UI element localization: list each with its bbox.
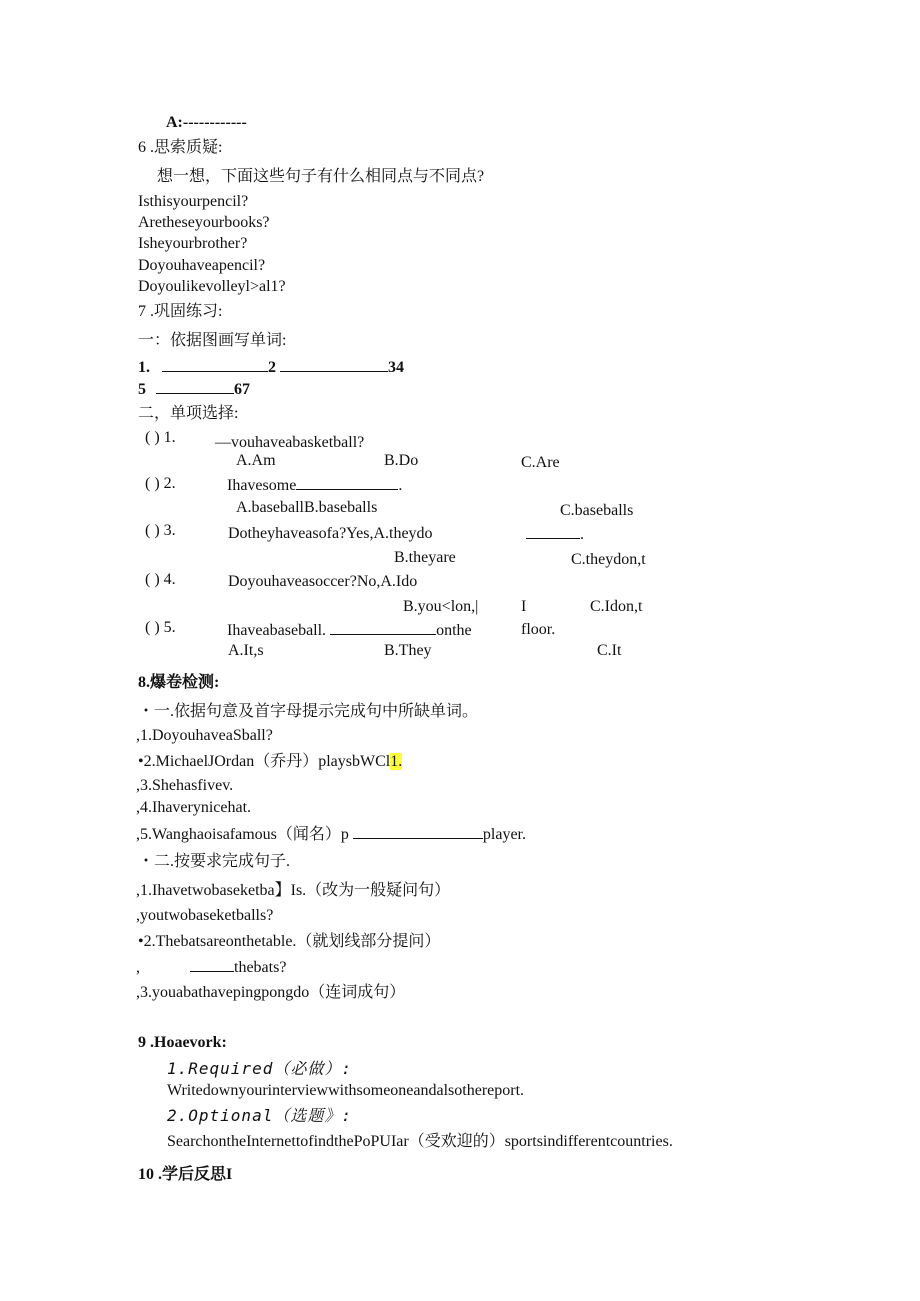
homework-optional-label: 2.Optional（选题》: bbox=[167, 1106, 352, 1125]
rewrite-item-2: •2.Thebatsareonthetable.（就划线部分提问） bbox=[138, 933, 441, 950]
example-sentence-3: Isheyourbrother? bbox=[138, 235, 248, 252]
rewrite-item-2-prefix: , bbox=[136, 959, 140, 976]
section-6-prompt: 想一想，下面这些句子有什么相同点与不同点? bbox=[157, 168, 485, 185]
example-sentence-1: Isthisyourpencil? bbox=[138, 193, 249, 210]
blank-line[interactable] bbox=[280, 357, 388, 372]
blank-line[interactable] bbox=[190, 957, 234, 972]
homework-optional-text: SearchontheInternettofindthePoPUIar（受欢迎的）sportsindifferentcountries. bbox=[167, 1133, 673, 1150]
question-2-stem: Ihavesome bbox=[227, 477, 297, 494]
question-2-number: ( ) 2. bbox=[145, 475, 176, 492]
example-sentence-5: Doyoulikevolleyl>al1? bbox=[138, 278, 286, 295]
option-b[interactable]: B.you<lon,| bbox=[403, 598, 479, 615]
option-b[interactable]: B.Do bbox=[384, 452, 419, 469]
section-10-heading: 10 .学后反思I bbox=[138, 1166, 233, 1183]
question-5-text bbox=[227, 620, 472, 641]
section-7-heading: 7 .巩固练习: bbox=[138, 303, 223, 320]
question-3-text: Dotheyhaveasofa?Yes,A.theydo bbox=[228, 525, 433, 542]
option-a[interactable]: A.Am bbox=[236, 452, 276, 469]
blank-line[interactable] bbox=[162, 357, 268, 372]
item-number: 2 bbox=[268, 359, 276, 376]
fill-item-5 bbox=[136, 824, 526, 845]
fill-item-2 bbox=[138, 752, 402, 772]
fill-item-5-text: ,5.Wanghaoisafamous（闻名）p bbox=[136, 826, 349, 843]
blank-line[interactable] bbox=[353, 824, 483, 839]
item-number: 67 bbox=[234, 381, 250, 398]
blank-line[interactable] bbox=[156, 379, 234, 394]
question-5-tail: onthe bbox=[436, 622, 472, 639]
item-number: 34 bbox=[388, 359, 404, 376]
question-2-end: . bbox=[398, 477, 403, 494]
fill-item-1: ,1.DoyouhaveaSball? bbox=[136, 727, 273, 744]
question-5-end: floor. bbox=[521, 621, 556, 638]
part-1-instruction: ・一.依据句意及首字母提示完成句中所缺单词。 bbox=[138, 703, 479, 720]
stray-mark: I bbox=[521, 598, 527, 615]
homework-required-label: 1.Required（必做）: bbox=[167, 1059, 352, 1078]
section-8-heading: 8.爆卷检测: bbox=[138, 674, 220, 691]
part-2-instruction: ・二.按要求完成句子. bbox=[138, 853, 291, 870]
option-c[interactable]: C.baseballs bbox=[560, 502, 634, 519]
question-3-number: ( ) 3. bbox=[145, 522, 176, 539]
item-number: 5 bbox=[138, 381, 146, 398]
question-3-blank bbox=[526, 524, 584, 545]
picture-words-row-2 bbox=[138, 379, 250, 400]
item-number: 1. bbox=[138, 359, 150, 376]
question-1-number: ( ) 1. bbox=[145, 429, 176, 446]
question-4-text: Doyouhaveasoccer?No,A.Ido bbox=[228, 573, 418, 590]
question-5-number: ( ) 5. bbox=[145, 619, 176, 636]
question-3-end: . bbox=[580, 526, 584, 543]
example-sentence-4: Doyouhaveapencil? bbox=[138, 257, 266, 274]
answer-line: A:------------ bbox=[166, 114, 247, 131]
option-b[interactable]: B.They bbox=[384, 642, 432, 659]
option-b[interactable]: B.theyare bbox=[394, 549, 456, 566]
blank-line[interactable] bbox=[296, 475, 398, 490]
blank-line[interactable] bbox=[526, 524, 580, 539]
option-c[interactable]: C.Are bbox=[521, 454, 560, 471]
question-4-number: ( ) 4. bbox=[145, 571, 176, 588]
fill-item-3: ,3.Shehasfivev. bbox=[136, 777, 234, 794]
option-a-b[interactable]: A.baseballB.baseballs bbox=[236, 499, 378, 516]
question-2-text bbox=[227, 475, 402, 496]
section-6-heading: 6 .思索质疑: bbox=[138, 139, 223, 156]
rewrite-item-1-answer: ,youtwobaseketballs? bbox=[136, 907, 274, 924]
question-5-stem: Ihaveabaseball. bbox=[227, 622, 327, 639]
option-c[interactable]: C.It bbox=[597, 642, 622, 659]
option-c[interactable]: C.theydon,t bbox=[571, 551, 646, 568]
homework-required-text: Writedownyourinterviewwithsomeoneandalsothereport. bbox=[167, 1082, 525, 1099]
part-2-heading: 二，单项选择: bbox=[138, 405, 239, 422]
question-1-text: —vouhaveabasketball? bbox=[215, 434, 365, 451]
picture-words-row-1 bbox=[138, 357, 404, 378]
part-1-heading: 一：依据图画写单词: bbox=[138, 332, 287, 349]
rewrite-item-2-answer bbox=[136, 957, 286, 978]
rewrite-item-3: ,3.youabathavepingpongdo（连词成句） bbox=[136, 984, 406, 1001]
option-a[interactable]: A.It,s bbox=[228, 642, 264, 659]
fill-item-2-text: •2.MichaelJOrdan（乔丹）playsbWCl bbox=[138, 753, 391, 770]
option-c[interactable]: C.Idon,t bbox=[590, 598, 643, 615]
example-sentence-2: Aretheseyourbooks? bbox=[138, 214, 270, 231]
highlighted-text: 1. bbox=[390, 753, 403, 770]
fill-item-4: ,4.Ihaverynicehat. bbox=[136, 799, 252, 816]
rewrite-item-1: ,1.Ihavetwobaseketba】Is.（改为一般疑问句） bbox=[136, 882, 451, 899]
blank-line[interactable] bbox=[330, 620, 436, 635]
section-9-heading: 9 .Hoaevork: bbox=[138, 1034, 227, 1051]
rewrite-item-2-end: thebats? bbox=[234, 959, 287, 976]
fill-item-5-end: player. bbox=[482, 826, 526, 843]
